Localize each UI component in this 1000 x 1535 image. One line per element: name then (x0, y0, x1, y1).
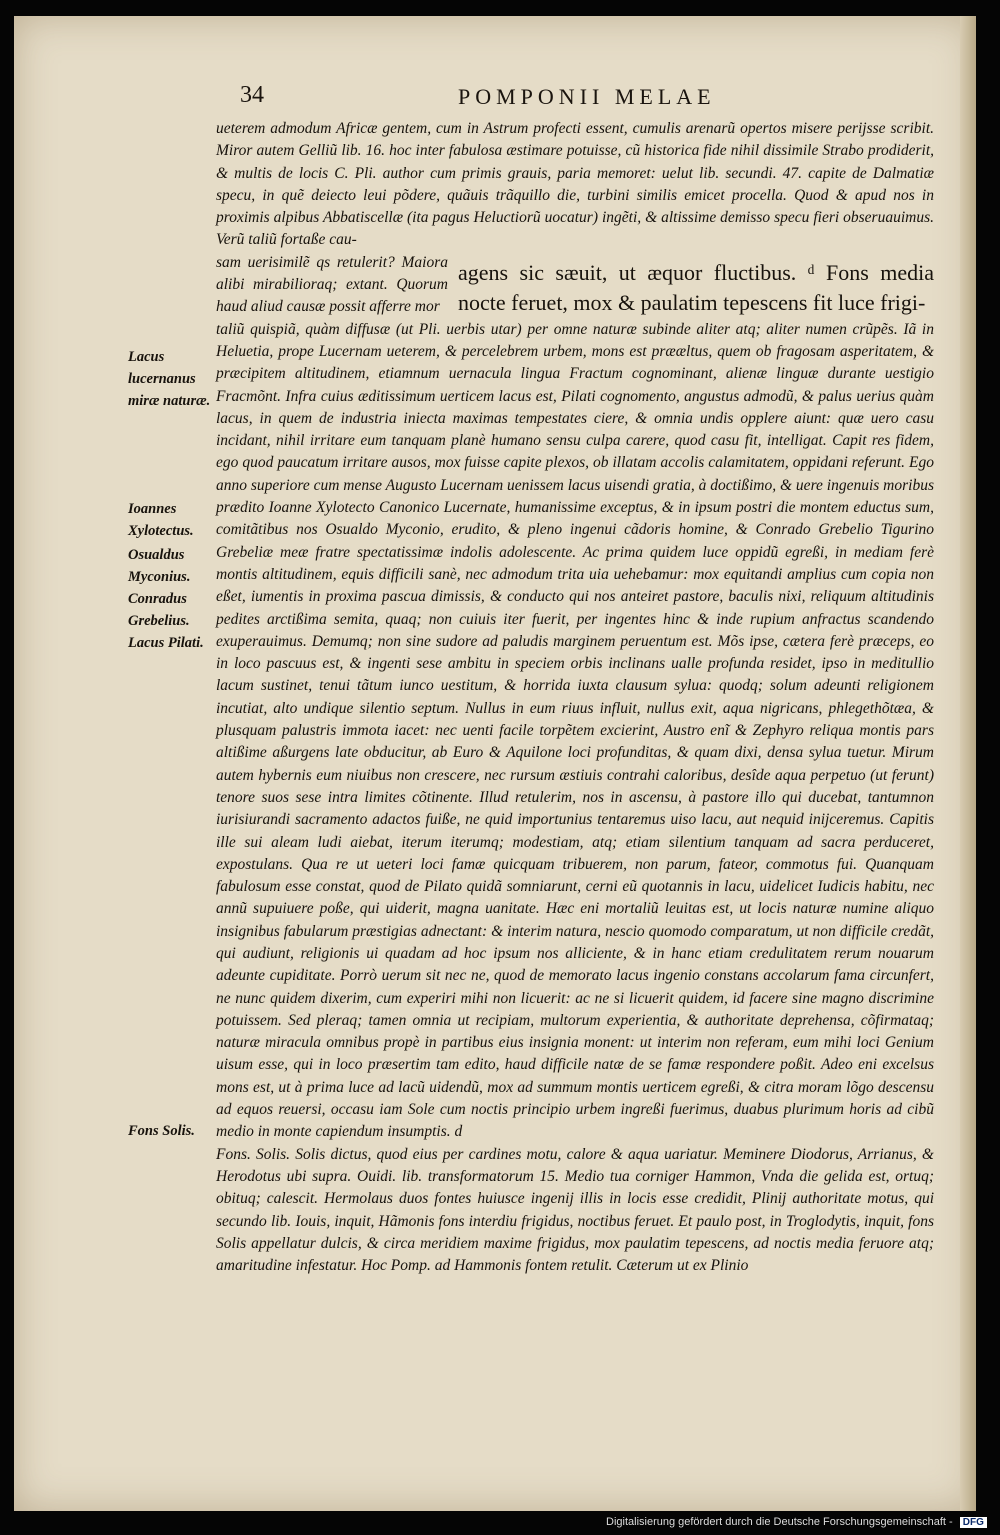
page-number: 34 (240, 82, 264, 108)
paragraph-3: Fons. Solis. Solis dictus, quod eius per cardines motu, calore & aqua uariatur. Meminere Diodorus, Arrianus, & Herodotus ubi supra. Ouidi. lib. transformatorum 15. Medio tua corniger Hammon, Vnda die gelida est, ortuq; obituq; calescit. Hermolaus duos fontes huiusce ingenij illis in locis esse credidit, Plinij authoritate motus, qui secundo lib. Iouis, inquit, Hãmonis fons interdiu frigidus, noctibus feruet. Et paulo post, in Troglodytis, inquit, fons Solis appellatur dulcis, & circa meridiem maxime frigidus, mox paulatim tepescens, ad noctis media feruore atq; amaritudine infestatur. Hoc Pomp. ad Hammonis fontem retulit. Cæterum ut ex Plinio (216, 1145, 934, 1275)
margin-note-lacus-lucernanus: Lacus lucernanus miræ naturæ. (128, 349, 211, 409)
paragraph-2: taliũ quispiã, quàm diffusæ (ut Pli. uerbis utar) per omne naturæ subinde aliter atq; aliter numen crũpẽs. Iã in Heluetia, prope Lucernam ueterem, & percelebrem urbem, mons est prææltus, quem ob fragosam asperitatem, & præcipitem altitudinem, etiamnum uernacula lingua Fractum cognominant, alienæ linguæ durante uestigio Fracmõnt. Infra cuius æditissimum uerticem lacus est, Pilati cognomento, angustus admodũ, & palus uerius quàm lacus, in quem de industria iniecta maximas tempestates ciere, & omnia undis opplere aiunt: quæ uero casu incidant, nihil irritare eum tanquam planè humano sensu culpa carere, quod casu fit, intelligat. Capit res fidem, ego quod paucatum irritare ausos, mox fuisse capite plexos, ob illatam accolis calamitatem, oppidani referunt. Ego anno superiore cum mense Augusto Lucernam uenissem lacus uisendi gratia, à doctißimo, & uere ingenuis moribus prædito Ioanne Xylotecto Canonico Lucernate, humanissime exceptus, & in ipsum postri die montem eductus sum, comitãtibus nos Osualdo Myconio, erudito, & pleno ingenui cãdoris homine, & Conrado Grebelio Tigurino Grebeliæ meæ fratre spectatissimæ indolis adolescente. Ac prima quidem luce oppidũ egreßi, in mediam ferè montis altitudinem, equis difficili sanè, nec admodum trita uia uehebamur: mox equitandi amplius cum copia non eßet, iumentis in proxima pascua dimissis, & conducto qui nos anteiret pastore, baculis nixi, reliquum altitudinis pedites arctißima semita, quaq; non cuiuis iter fuerit, per ingentes hinc & inde rupium anfractus scandendo exuperauimus. Demumq; non sine sudore ad paludis marginem peruentum est. Mõs ipse, cætera ferè præceps, eo in loco pascuus est, & ingenti sese ambitu in speciem orbis inclinans ualle profunda residet, ipso in meditullio lacum sustinet, tenui tãtum iunco uestitum, & horrida iuxta clausum sylua: quodq; solum adeunti religionem incutiat, alto undique silentio septum. Nullus in eum riuus influit, nullus exit, aqua nigricans, phlegethõtæa, & plusquam palustris immota iacet: nec uenti facile torpẽtem excierint, Austro enĩ & Zephyro reliqua montis pars altißime aßurgens late obducitur, ab Euro & Aquilone loci profunditas, & quam dixi, densa sylua tuetur. Mirum autem hybernis eum niuibus non crescere, nec rursum æstiuis contrahi caloribus, desîde aqua perpetuo (ut ferunt) tenore suos sese intra limites cõtinente. Illud retulerim, nos in ascensu, à pastore illo qui ducebat, tantumnon iurisiurandi sacramento adactos fuiße, ne quid importunius tentaremus uiso lacu, aut nequid inijceremus. Capitis ille sui aleam ludi aiebat, iterum iterumq; modestiam, atq; etiam silentium tanquam ad sacra perduceret, expostulans. Qua re ut ueteri loci famæ quicquam tribuerem, non parum, fateor, commotus fui. Quanquam fabulosum esse constat, quod de Pilato quidã somniarunt, cerni eũ quotannis in lacu, uidelicet Iudicis habitu, nec annũ supuiuere poße, qui uiderit, magna uanitate. Hæc eni mortaliũ leuitas est, ut locis naturæ numine aliquo insignibus fabularum præstigias adnectant: & interim natura, nescio quomodo comparatum, ut non difficile credãt, qui audiunt, religionis ui quadam ad hoc ipsum nos alliciente, & in hanc etiam credulitatem rerum nouarum adeunte cupiditate. Porrò uerum sit nec ne, quod de memorato lacus ingenio constans accolarum fama circunfert, ne nunc quidem dixerim, cum experiri mihi non licuerit: ac ne si licuerit quidem, id facere sine magno discrimine potuissem. Sed pleraq; tamen omnia ut recipiam, multorum experientia, & authoritate deprehensa, cõfirmataq; naturæ miracula omnibus propè in partibus eius insignia monent: ut interim non referam, eum mihi loci Genium uisum esse, qui in loco præsertim tam edito, haud difficile natæ de se famæ respondere poßit. Adeo eni excelsus mons est, ut à prima luce ad lacũ uidendũ, mox ad summum montis uerticem egreßi, & citra moram lõgo descensu ad equos reuersi, occasu iam Sole cum noctis principio urbem ingreßi fuerimus, duabus plurimum horis ad cibũ medio in monte capiendum insumptis. d (216, 320, 934, 1141)
inset-block (216, 252, 934, 319)
margin-note-conradus: Conradus Grebelius. (128, 591, 190, 629)
page-edge (960, 16, 976, 1511)
margin-note-ioannes: Ioannes Xylotectus. (128, 501, 194, 539)
paragraph-1: ueterem admodum Africæ gentem, cum in Astrum profecti essent, cumulis arenarũ opertos misere perijsse scribit. Miror autem Gelliũ lib. 16. hoc inter fabulosa æstimare potuisse, cũ historica fide nihil dissimile Strabo prodiderit, & multis de locis C. Pli. author cum primis grauis, paria memoret: uelut lib. secundi. 47. capite de Dalmatiæ specu, in quẽ deiecto leui põdere, quãuis trãquillo die, turbini similis emicet procella. Quod & apud nos in proximis alpibus Abbatiscellæ (ita pagus Heluctiorũ uocatur) ingẽti, & altissime demisso specu fieri obseruauimus. Verũ taliũ fortaße cau- (216, 120, 934, 249)
dfg-logo: DFG (960, 1517, 987, 1528)
credit-text: Digitalisierung gefördert durch die Deutsche Forschungsgemeinschaft - (606, 1516, 953, 1528)
digitization-credit (606, 1516, 987, 1528)
inset-left-text: sam uerisimilẽ qs retulerit? Maiora alibi mirabilioraq; extant. Quorum haud aliud causæ possit afferre mor (216, 253, 448, 316)
running-title: POMPONII MELAE (458, 84, 716, 109)
margin-note-fons-solis: Fons Solis. (128, 1123, 195, 1139)
body-text (216, 118, 934, 1277)
page-header (228, 82, 960, 122)
margin-note-osualdus: Osualdus Myconius. (128, 547, 191, 585)
margin-note-lacus-pilati: Lacus Pilati. (128, 635, 204, 651)
quoted-text-large: agens sic sæuit, ut æquor fluctibus. ᵈ Fons media noctе feruet, mox & paulatim tepescens fit luce frigi- (458, 259, 934, 315)
